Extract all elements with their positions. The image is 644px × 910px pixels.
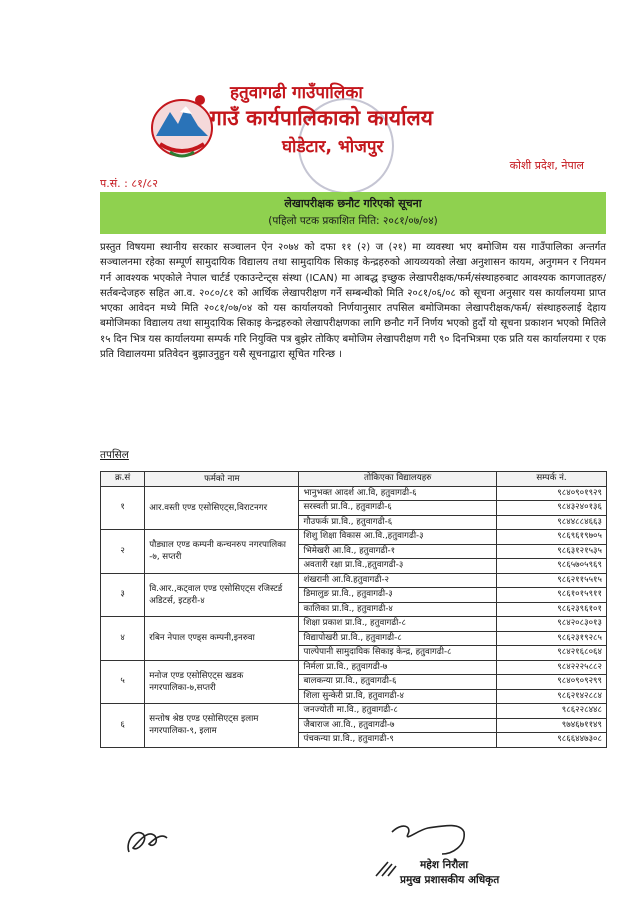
firm-name: सन्तोष श्रेष्ठ एण्ड एसोसिएट्स इलाम नगरपालिका-९, इलाम xyxy=(145,704,299,748)
col-header-phone: सम्पर्क नं. xyxy=(497,472,607,487)
contact-number: ९८४२०८३०१३ xyxy=(497,617,607,632)
notice-title: लेखापरीक्षक छनौट गरिएको सूचना xyxy=(284,197,422,210)
contact-number: ९८४३२४०१३६ xyxy=(497,501,607,516)
contact-number: ९८६५७०५९६९ xyxy=(497,559,607,574)
school-name: विद्यापोखरी प्रा.वि., हतुवागढी-८ xyxy=(299,631,497,646)
serial-number: २ xyxy=(101,530,145,574)
contact-number: ९८६२२८४४८ xyxy=(497,704,607,719)
contact-number: ९८६२३९६१०१ xyxy=(497,602,607,617)
contact-number: ९८६९६१९७०५ xyxy=(497,530,607,545)
contact-number: ९८६२१४२८८४ xyxy=(497,689,607,704)
school-name: शिला सुन्केरी प्रा.वि, हतुवागढी-४ xyxy=(299,689,497,704)
table-row xyxy=(101,660,607,675)
contact-number: ९८४०९०९२९९ xyxy=(497,675,607,690)
signatory-name: महेश निरौला xyxy=(420,859,469,871)
contact-number: ९८६३१२१५३५ xyxy=(497,544,607,559)
school-name: शिक्षा प्रकाश प्रा.वि., हतुवागढी-८ xyxy=(299,617,497,632)
school-name: निर्मला प्रा.वि., हतुवागढी-७ xyxy=(299,660,497,675)
contact-number: ९८६२११५५१५ xyxy=(497,573,607,588)
left-signature xyxy=(123,822,171,862)
office-address: घोडेटार, भोजपुर xyxy=(282,137,384,157)
school-name: भिमेखरी आ.वि., हतुवागढी-१ xyxy=(299,544,497,559)
col-header-sn: क्र.सं xyxy=(101,472,145,487)
school-name: शंखरानी आ.वि.हतुवागढी-२ xyxy=(299,573,497,588)
notice-title-box xyxy=(100,192,606,234)
province-label: कोशी प्रदेश, नेपाल xyxy=(509,159,584,172)
contact-number: ९८४२१६८०६४ xyxy=(497,646,607,661)
notice-body-paragraph: प्रस्तुत विषयमा स्थानीय सरकार सञ्चालन ऐन २०७४ को दफा ११ (२) ज (२१) मा व्यवस्था भए बमोजिम यस गाउँपालिका अन्तर्गत सञ्चालनमा रहेका सम्पूर्ण सामुदायिक विद्यालय तथा सामुदायिक सिकाइ केन्द्रहरुको आयव्ययको लेखा अनुशासन कायम, अनुगमन र नियमन गर्न आवश्यक भएकोले नेपाल चार्टर्ड एकाउन्टेन्ट्स संस्था (ICAN) मा आबद्ध इच्छुक लेखापरीक्षक/फर्म/संस्थाहरुबाट आवश्यक कागजातहरु/सर्तबन्देजहरु सहित आ.व. २०८०/८१ को आर्थिक लेखापरीक्षण गर्ने सम्बन्धीको मिति २०८१/०६/०८ को सूचना अनुसार यस कार्यालयमा प्राप्त भएका आवेदन मध्ये मिति २०८१/०७/०४ को यस कार्यालयको निर्णयानुसार तपसिल बमोजिमका लेखापरीक्षक/फर्म/ संस्थाहरुलाई देहाय बमोजिमका विद्यालय तथा सामुदायिक सिकाइ केन्द्रहरुको लेखापरीक्षणका लागि छनौट गर्ने निर्णय भएको हुदाँ यो सूचना प्रकाशन भएको मितिले १५ दिन भित्र यस कार्यालयमा सम्पर्क गरि नियुक्ति पत्र बुझेर तोकिए बमोजिम लेखापरीक्षण गरी ९० दिनभित्रमा एक प्रति यस कार्यालयमा र एक प्रति विद्यालयमा प्रतिवेदन बुझाउनुहुन यसै सूचनाद्वारा सूचित गरिन्छ । xyxy=(100,242,606,361)
firm-name: रबिन नेपाल एण्ड्स कम्पनी,इनरुवा xyxy=(145,617,299,661)
school-name: बालकन्या प्रा.वि., हतुवागढी-६ xyxy=(299,675,497,690)
notice-publish-date: (पहिलो पटक प्रकाशित मिति: २०८१/०७/०४) xyxy=(268,215,438,227)
serial-number: ३ xyxy=(101,573,145,617)
auditor-schedule-table xyxy=(100,471,607,748)
municipality-name: हतुवागढी गाउँपालिका xyxy=(230,83,363,103)
table-header-row xyxy=(101,472,607,487)
col-header-firm: फर्मको नाम xyxy=(145,472,299,487)
table-row xyxy=(101,486,607,501)
schedule-label: तपसिल xyxy=(100,449,129,461)
school-name: पाल्पेपानी सामुदायिक सिकाइ केन्द्र, हतुवागढी-८ xyxy=(299,646,497,661)
firm-name: पौड्याल एण्ड कम्पनी कन्चनरुप नगरपालिका -७, सप्तरी xyxy=(145,530,299,574)
school-name: कालिका प्रा.वि., हतुवागढी-४ xyxy=(299,602,497,617)
contact-number: ९७४६७११४९ xyxy=(497,718,607,733)
col-header-school: तोकिएका विद्यालयहरु xyxy=(299,472,497,487)
office-name: गाउँ कार्यपालिकाको कार्यालय xyxy=(210,106,433,130)
contact-number: ९८६२३१९२८५ xyxy=(497,631,607,646)
school-name: सरस्वती प्रा.वि., हतुवागढी-६ xyxy=(299,501,497,516)
school-name: जैबाराज आ.वि., हतुवागढी-७ xyxy=(299,718,497,733)
contact-number: ९८६६४४७३०८ xyxy=(497,733,607,748)
contact-number: ९८४२२२५८८२ xyxy=(497,660,607,675)
table-row xyxy=(101,704,607,719)
table-row xyxy=(101,530,607,545)
contact-number: ९८४०९०१९२९ xyxy=(497,486,607,501)
school-name: भानुभक्त आदर्श आ.वि, हतुवागढी-६ xyxy=(299,486,497,501)
table-row xyxy=(101,573,607,588)
table-row xyxy=(101,617,607,632)
serial-number: ५ xyxy=(101,660,145,704)
serial-number: १ xyxy=(101,486,145,530)
school-name: अवतारी रक्षा प्रा.वि.,हतुवागढी-३ xyxy=(299,559,497,574)
firm-name: आर.वस्ती एण्ड एसोसिएट्स,विराटनगर xyxy=(145,486,299,530)
contact-number: ९८४४८८४६६३ xyxy=(497,515,607,530)
firm-name: मनोज एण्ड एसोसिएट्स खडक नगरपालिका-७,सप्तरी xyxy=(145,660,299,704)
serial-number: ६ xyxy=(101,704,145,748)
reference-number: प.सं. : ८१/८२ xyxy=(100,177,158,190)
serial-number: ४ xyxy=(101,617,145,661)
signatory-title: प्रमुख प्रशासकीय अधिकृत xyxy=(400,874,500,886)
school-name: शिशु शिक्षा विकास आ.वि.,हतुवागढी-३ xyxy=(299,530,497,545)
contact-number: ९८६१०१५९११ xyxy=(497,588,607,603)
school-name: जनज्योती मा.वि., हतुवागढी-८ xyxy=(299,704,497,719)
school-name: डिमालुङ प्रा.वि., हतुवागढी-३ xyxy=(299,588,497,603)
firm-name: वि.आर.,कट्वाल एण्ड एसोसिएट्स रजिस्टर्ड अडिटर्स, इटहरी-४ xyxy=(145,573,299,617)
school-name: पंचकन्या प्रा.वि., हतुवागढी-९ xyxy=(299,733,497,748)
school-name: गौउफर्क प्रा.वि., हतुवागढी-६ xyxy=(299,515,497,530)
